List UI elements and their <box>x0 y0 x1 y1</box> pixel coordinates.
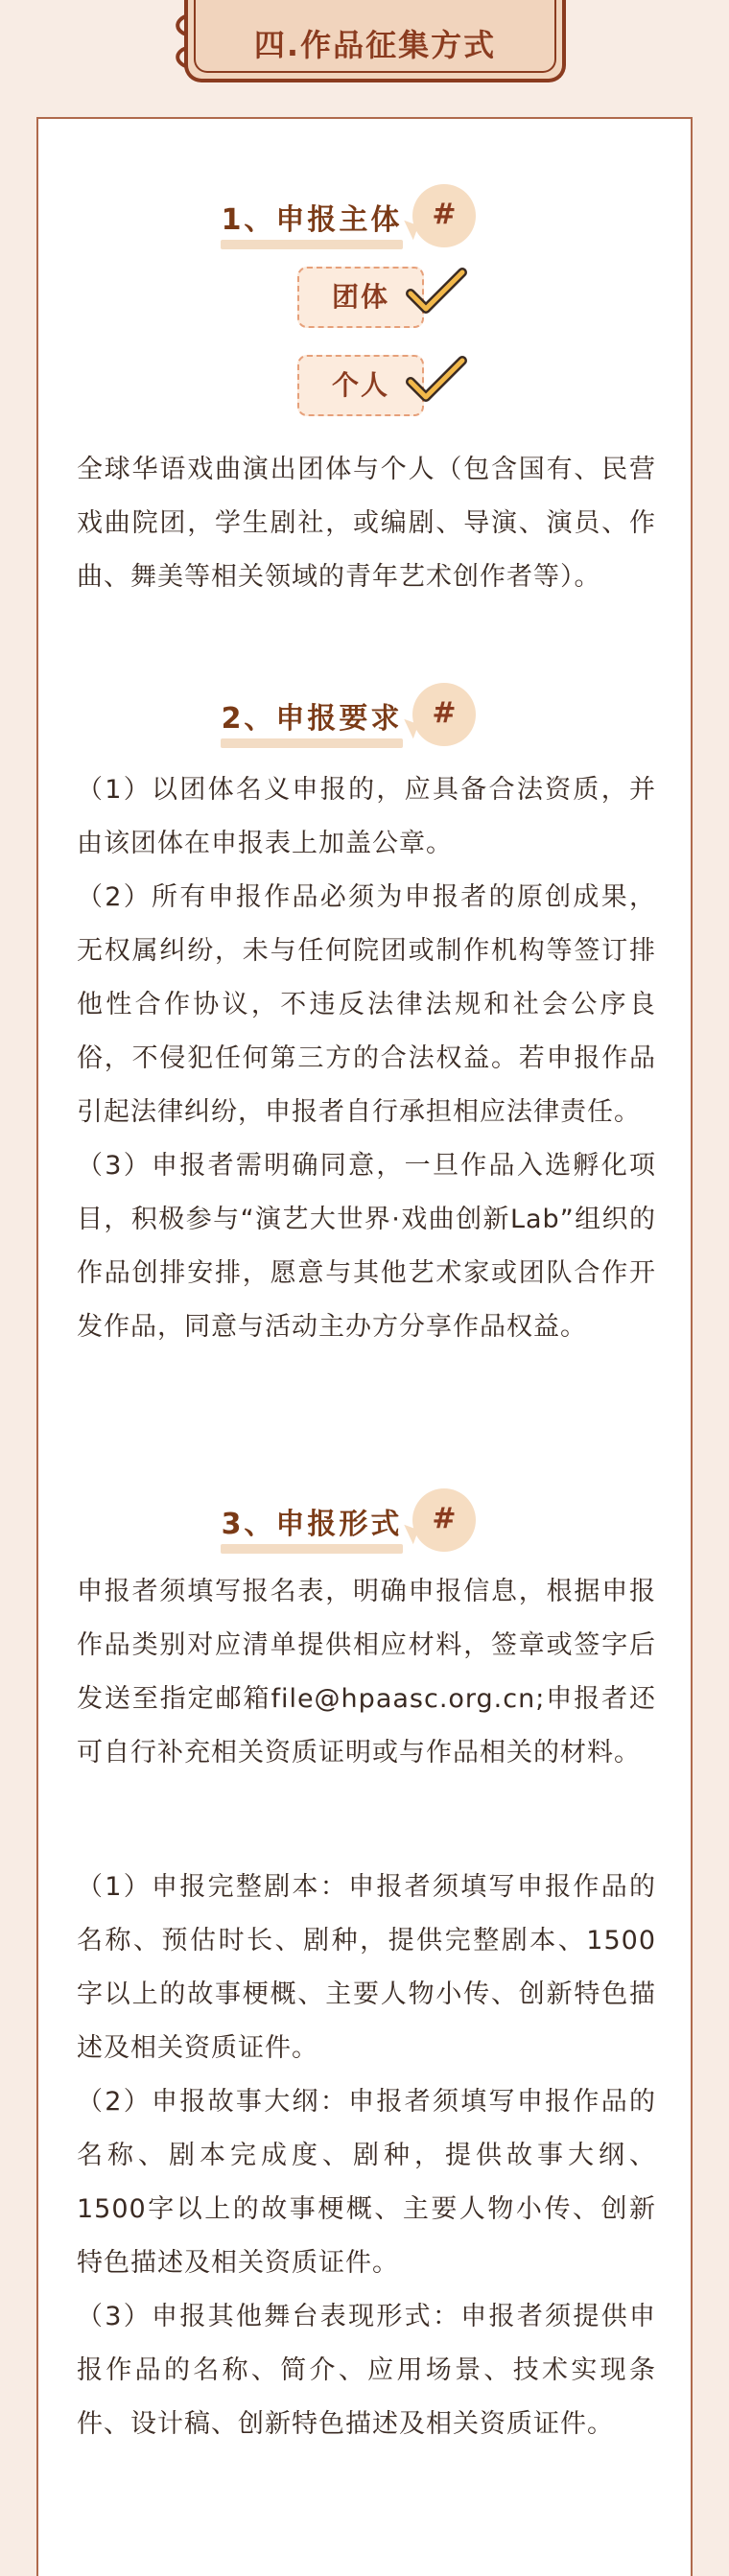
submission-item-1: （1）申报完整剧本：申报者须填写申报作品的名称、预估时长、剧种，提供完整剧本、1500字以上的故事梗概、主要人物小传、创新特色描述及相关资质证件。 <box>77 1872 656 2063</box>
requirement-item-3: （3）申报者需明确同意，一旦作品入选孵化项目，积极参与“演艺大世界·戏曲创新Lab”组织的作品创排安排，愿意与其他艺术家或团队合作开发作品，同意与活动主办方分享作品权益。 <box>77 1151 656 1342</box>
section1-body: 全球华语戏曲演出团体与个人（包含国有、民营戏曲院团，学生剧社，或编剧、导演、演员、作曲、舞美等相关领域的青年艺术创作者等）。 <box>77 455 656 592</box>
section-heading-1 <box>38 178 691 255</box>
tag-individual: 个人 <box>297 355 424 416</box>
requirement-item-2: （2）所有申报作品必须为申报者的原创成果，无权属纠纷，未与任何院团或制作机构等签订排他性合作协议，不违反法律法规和社会公序良俗，不侵犯任何第三方的合法权益。若申报作品引起法律纠纷，申报者自行承担相应法律责任。 <box>77 882 656 1127</box>
section-heading-2 <box>38 677 691 754</box>
checkmark-icon <box>405 353 468 407</box>
heading-underline <box>221 738 403 748</box>
submission-item-2: （2）申报故事大纲：申报者须填写申报作品的名称、剧本完成度、剧种，提供故事大纲、1500字以上的故事梗概、主要人物小传、创新特色描述及相关资质证件。 <box>77 2087 656 2278</box>
hashtag-icon: # <box>412 683 476 746</box>
submission-item-3: （3）申报其他舞台表现形式：申报者须提供申报作品的名称、简介、应用场景、技术实现条件、设计稿、创新特色描述及相关资质证件。 <box>77 2302 656 2439</box>
checkmark-icon <box>405 265 468 318</box>
section-heading-3 <box>38 1483 691 1559</box>
hashtag-icon: # <box>412 184 476 247</box>
section-title: 2、申报要求 <box>221 702 403 736</box>
section-banner <box>163 0 566 92</box>
heading-underline <box>221 1544 403 1554</box>
tag-group: 团体 <box>297 267 424 328</box>
banner-title: 四.作品征集方式 <box>253 27 497 63</box>
heading-underline <box>221 240 403 249</box>
content-card <box>36 117 693 2576</box>
banner-box <box>184 0 566 82</box>
section-title: 1、申报主体 <box>221 203 403 237</box>
hashtag-icon: # <box>412 1488 476 1552</box>
requirement-item-1: （1）以团体名义申报的，应具备合法资质，并由该团体在申报表上加盖公章。 <box>77 775 656 858</box>
submission-intro: 申报者须填写报名表，明确申报信息，根据申报作品类别对应清单提供相应材料，签章或签字后发送至指定邮箱file@hpaasc.org.cn;申报者还可自行补充相关资质证明或与作品相关的材料。 <box>77 1577 656 1768</box>
section-title: 3、申报形式 <box>221 1508 403 1541</box>
